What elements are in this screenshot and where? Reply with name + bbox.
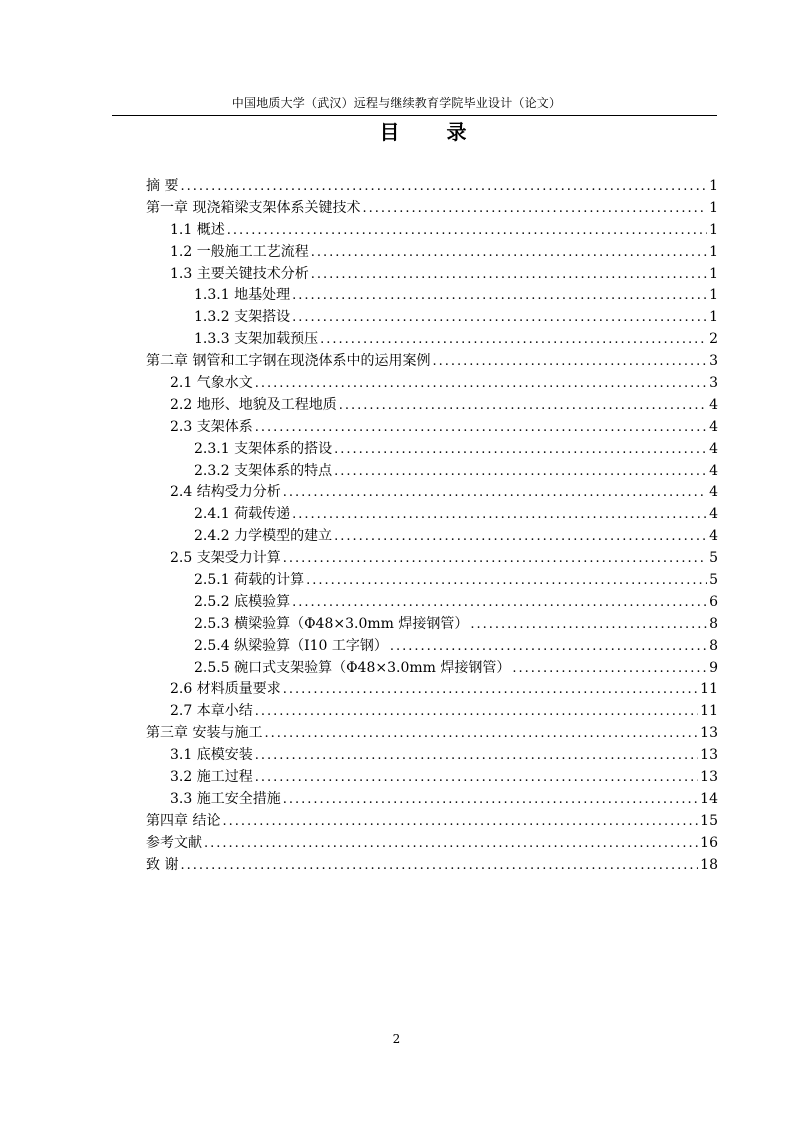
toc-entry-page: 1	[709, 199, 718, 216]
toc-entry-page: 5	[709, 572, 718, 589]
toc-dot-leader	[362, 198, 707, 220]
toc-entry-page: 13	[700, 747, 718, 764]
toc-entry[interactable]	[146, 636, 718, 658]
toc-entry-page: 11	[700, 681, 718, 698]
toc-entry-page: 1	[709, 309, 718, 326]
toc-entry-label: 2.5.1 荷载的计算	[194, 572, 305, 589]
toc-entry-page: 4	[709, 506, 718, 523]
toc-entry[interactable]	[146, 373, 718, 395]
toc-entry-label: 第三章 安装与施工	[146, 725, 263, 742]
toc-dot-leader	[311, 264, 707, 286]
toc-entry-page: 4	[709, 528, 718, 545]
toc-dot-leader	[255, 373, 707, 395]
toc-entry-label: 2.2 地形、地貌及工程地质	[170, 396, 337, 413]
toc-dot-leader	[334, 526, 707, 548]
toc-entry-label: 1.3 主要关键技术分析	[170, 265, 309, 282]
toc-entry[interactable]	[146, 242, 718, 264]
toc-entry[interactable]	[146, 220, 718, 242]
toc-entry[interactable]	[146, 723, 718, 745]
toc-entry[interactable]	[146, 417, 718, 439]
toc-entry-label: 2.4 结构受力分析	[170, 484, 281, 501]
toc-entry-page: 13	[700, 769, 718, 786]
toc-entry-page: 4	[709, 484, 718, 501]
toc-entry[interactable]	[146, 526, 718, 548]
toc-dot-leader	[264, 723, 698, 745]
toc-entry-label: 2.5.4 纵梁验算（I10 工字钢）	[194, 637, 388, 654]
toc-dot-leader	[255, 767, 698, 789]
toc-dot-leader	[432, 351, 707, 373]
toc-entry[interactable]	[146, 198, 718, 220]
toc-entry-label: 2.7 本章小结	[170, 703, 253, 720]
toc-dot-leader	[204, 833, 698, 855]
toc-dot-leader	[222, 811, 698, 833]
toc-entry[interactable]	[146, 548, 718, 570]
toc-entry[interactable]	[146, 614, 718, 636]
toc-entry-page: 5	[709, 550, 718, 567]
toc-entry[interactable]	[146, 679, 718, 701]
toc-entry-label: 3.3 施工安全措施	[170, 790, 281, 807]
toc-entry-page: 6	[709, 593, 718, 610]
toc-entry-label: 3.2 施工过程	[170, 769, 253, 786]
toc-title: 目 录	[379, 120, 487, 144]
toc-dot-leader	[180, 855, 698, 877]
toc-entry-label: 致 谢	[146, 856, 179, 873]
toc-dot-leader	[227, 220, 707, 242]
header-divider	[112, 115, 717, 116]
toc-entry-label: 2.6 材料质量要求	[170, 681, 281, 698]
toc-entry[interactable]	[146, 745, 718, 767]
toc-dot-leader	[306, 570, 707, 592]
toc-entry-page: 16	[700, 834, 718, 851]
toc-entry-page: 1	[709, 265, 718, 282]
toc-dot-leader	[311, 242, 707, 264]
toc-dot-leader	[283, 548, 707, 570]
toc-entry-page: 1	[709, 243, 718, 260]
toc-dot-leader	[292, 592, 707, 614]
toc-entry-page: 11	[700, 703, 718, 720]
toc-entry-page: 2	[709, 331, 718, 348]
toc-entry-page: 14	[700, 790, 718, 807]
toc-entry[interactable]	[146, 439, 718, 461]
toc-entry-page: 1	[709, 287, 718, 304]
toc-entry-label: 2.3 支架体系	[170, 418, 253, 435]
toc-entry-label: 1.2 一般施工工艺流程	[170, 243, 309, 260]
toc-dot-leader	[283, 789, 698, 811]
toc-entry-label: 2.1 气象水文	[170, 375, 253, 392]
toc-entry-page: 4	[709, 462, 718, 479]
toc-entry-label: 2.5.3 横梁验算（Φ48×3.0mm 焊接钢管）	[194, 615, 469, 632]
toc-dot-leader	[470, 614, 707, 636]
toc-entry-label: 3.1 底模安装	[170, 747, 253, 764]
toc-entry-page: 3	[709, 353, 718, 370]
toc-entry-page: 1	[709, 178, 718, 194]
toc-dot-leader	[339, 395, 707, 417]
toc-entry-page: 4	[709, 396, 718, 413]
toc-entry[interactable]	[146, 176, 718, 198]
toc-entry-label: 第二章 钢管和工字钢在现浇体系中的运用案例	[146, 353, 431, 370]
toc-dot-leader	[334, 461, 707, 483]
toc-dot-leader	[292, 307, 707, 329]
toc-dot-leader	[320, 329, 707, 351]
toc-entry-label: 参考文献	[146, 834, 202, 851]
toc-entry[interactable]	[146, 833, 718, 855]
toc-entry-label: 2.5 支架受力计算	[170, 550, 281, 567]
toc-dot-leader	[292, 504, 707, 526]
toc-dot-leader	[334, 439, 707, 461]
toc-entry-label: 1.1 概述	[170, 221, 225, 238]
table-of-contents	[146, 176, 718, 877]
toc-entry[interactable]	[146, 395, 718, 417]
toc-dot-leader	[390, 636, 707, 658]
toc-entry-page: 8	[709, 637, 718, 654]
toc-dot-leader	[283, 482, 707, 504]
toc-entry-label: 摘 要	[146, 178, 179, 194]
toc-entry[interactable]	[146, 461, 718, 483]
toc-entry-page: 8	[709, 615, 718, 632]
toc-dot-leader	[255, 745, 698, 767]
toc-dot-leader	[283, 679, 698, 701]
toc-entry-page: 15	[700, 812, 718, 829]
toc-entry-page: 18	[700, 856, 718, 873]
toc-entry[interactable]	[146, 592, 718, 614]
toc-dot-leader	[255, 417, 707, 439]
toc-dot-leader	[292, 285, 707, 307]
toc-dot-leader	[255, 701, 698, 723]
toc-entry-label: 2.5.5 碗口式支架验算（Φ48×3.0mm 焊接钢管）	[194, 659, 511, 676]
toc-entry-label: 1.3.2 支架搭设	[194, 309, 291, 326]
toc-entry-label: 第一章 现浇箱梁支架体系关键技术	[146, 199, 361, 216]
toc-entry[interactable]	[146, 264, 718, 286]
toc-entry[interactable]	[146, 307, 718, 329]
toc-entry[interactable]	[146, 504, 718, 526]
toc-entry-page: 4	[709, 440, 718, 457]
page-header: 中国地质大学（武汉）远程与继续教育学院毕业设计（论文）	[231, 96, 562, 110]
toc-entry-label: 第四章 结论	[146, 812, 221, 829]
toc-dot-leader	[512, 658, 707, 680]
toc-entry-label: 1.3.1 地基处理	[194, 287, 291, 304]
toc-entry-page: 3	[709, 375, 718, 392]
toc-entry-label: 2.3.2 支架体系的特点	[194, 462, 333, 479]
toc-entry[interactable]	[146, 811, 718, 833]
toc-entry-label: 2.4.2 力学模型的建立	[194, 528, 333, 545]
toc-entry[interactable]	[146, 658, 718, 680]
toc-entry-page: 9	[709, 659, 718, 676]
page-number: 2	[392, 1032, 401, 1046]
toc-entry-page: 1	[709, 221, 718, 238]
toc-entry[interactable]	[146, 482, 718, 504]
toc-entry[interactable]	[146, 855, 718, 877]
toc-entry-page: 4	[709, 418, 718, 435]
toc-entry[interactable]	[146, 789, 718, 811]
toc-entry[interactable]	[146, 570, 718, 592]
toc-entry-page: 13	[700, 725, 718, 742]
toc-entry[interactable]	[146, 285, 718, 307]
toc-entry[interactable]	[146, 701, 718, 723]
toc-entry-label: 2.4.1 荷载传递	[194, 506, 291, 523]
toc-entry[interactable]	[146, 329, 718, 351]
toc-entry[interactable]	[146, 351, 718, 373]
toc-entry-label: 2.5.2 底模验算	[194, 593, 291, 610]
toc-entry-label: 1.3.3 支架加载预压	[194, 331, 319, 348]
toc-entry-label: 2.3.1 支架体系的搭设	[194, 440, 333, 457]
toc-dot-leader	[180, 176, 707, 198]
toc-entry[interactable]	[146, 767, 718, 789]
